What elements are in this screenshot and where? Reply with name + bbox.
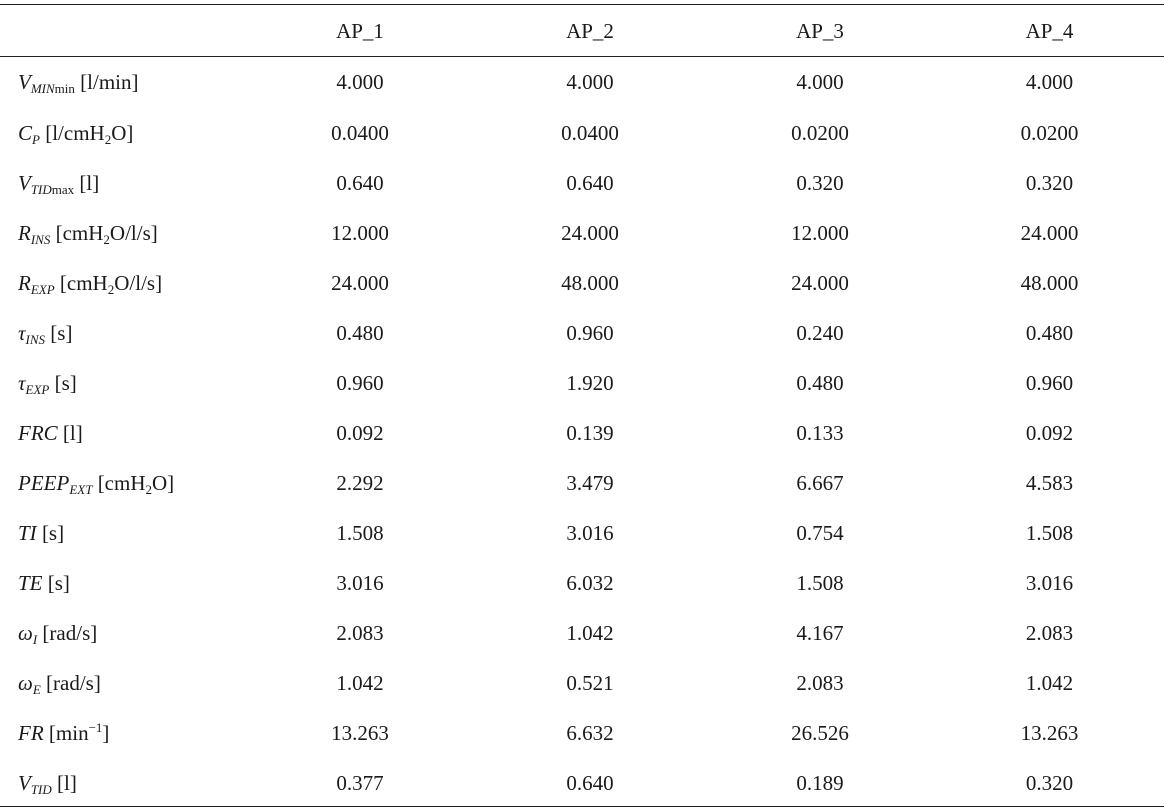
value-cell: 3.016 [336,571,384,595]
value-cell: 1.042 [1025,671,1074,695]
value-cell: 3.479 [566,471,614,495]
value-cell: 0.320 [1025,771,1074,795]
parameter-label [0,408,245,458]
table-row [0,408,1164,458]
column-header: AP_1 [336,19,384,43]
parameter-unit: [s] [36,521,65,545]
value-cell: 0.189 [796,771,844,795]
value-cell: 2.292 [336,471,384,495]
value-cell: 12.000 [331,221,389,245]
unit-superscript: −1 [88,720,103,735]
column-header: AP_2 [566,19,614,43]
parameter-label [0,158,245,208]
value-cell: 0.640 [566,171,614,195]
value-cell: 2.083 [1025,621,1074,645]
value-cell: 24.000 [791,271,849,295]
parameter-label [0,358,245,408]
value-cell: 0.480 [1025,321,1074,345]
table-row [0,708,1164,758]
value-cell: 0.960 [566,321,614,345]
parameter-symbol: FRC [18,421,58,445]
parameter-unit: [cmH [92,471,146,495]
value-cell: 1.042 [336,671,384,695]
value-cell: 13.263 [1020,721,1079,745]
parameter-subscript: I [32,632,38,647]
parameter-label [0,208,245,258]
parameter-symbol: V [18,171,31,195]
parameter-symbol: ω [18,671,33,695]
value-cell: 1.508 [796,571,844,595]
value-cell: 4.167 [796,621,844,645]
parameter-subscript: INS [25,332,46,347]
header-parameter-cell [0,6,245,56]
value-cell: 0.320 [1025,171,1074,195]
parameter-symbol: τ [18,321,26,345]
parameter-subscript: EXP [30,282,55,297]
parameter-unit: [s] [45,321,73,345]
value-cell: 13.263 [331,721,389,745]
value-cell: 1.508 [1025,521,1074,545]
parameter-unit-end: O/l/s] [114,271,163,295]
table-row [0,56,1164,108]
unit-subscript: 2 [107,282,115,297]
table-row [0,208,1164,258]
value-cell: 48.000 [561,271,619,295]
table-header-row [0,6,1164,56]
value-cell: 0.480 [336,321,384,345]
parameter-unit-end: O] [152,471,175,495]
table-row [0,758,1164,808]
parameter-subscript: TID [30,782,52,797]
parameter-unit: [rad/s] [40,671,101,695]
parameter-unit: [s] [49,371,77,395]
parameter-label [0,56,245,108]
unit-subscript: 2 [145,482,153,497]
parameter-symbol: V [18,771,31,795]
parameter-table [0,6,1164,808]
value-cell: 0.320 [796,171,844,195]
parameter-symbol: TI [18,521,37,545]
parameter-unit: [cmH [54,271,108,295]
value-cell: 24.000 [331,271,389,295]
value-cell: 0.960 [1025,371,1074,395]
table-row [0,658,1164,708]
unit-subscript: 2 [104,132,112,147]
parameter-label [0,708,245,758]
value-cell: 0.092 [336,421,384,445]
table-row [0,508,1164,558]
value-cell: 0.133 [796,421,844,445]
parameter-unit: [rad/s] [37,621,98,645]
parameter-label [0,508,245,558]
value-cell: 6.032 [566,571,614,595]
parameter-subscript: P [32,132,40,147]
parameter-symbol: τ [18,371,26,395]
table-row [0,458,1164,508]
value-cell: 4.000 [796,70,844,94]
value-cell: 0.0400 [331,121,389,145]
value-cell: 1.508 [336,521,384,545]
parameter-unit: [l/cmH [39,121,105,145]
table-row [0,558,1164,608]
unit-subscript: 2 [103,232,110,247]
parameter-subscript-qualifier: max [51,182,75,197]
value-cell: 4.583 [1025,471,1074,495]
parameter-unit-end: O] [111,121,134,145]
value-cell: 0.960 [336,371,384,395]
parameter-subscript: INS [30,232,51,247]
value-cell: 0.092 [1025,421,1074,445]
parameter-unit-end: O/l/s] [109,221,158,245]
value-cell: 0.0200 [1020,121,1079,145]
value-cell: 0.240 [796,321,844,345]
value-cell: 6.632 [566,721,614,745]
parameter-unit: [l] [74,171,100,195]
parameter-unit: [s] [42,571,70,595]
value-cell: 2.083 [336,621,384,645]
value-cell: 0.521 [566,671,614,695]
parameter-symbol: C [18,121,33,145]
table-row [0,608,1164,658]
parameter-symbol: PEEP [18,471,70,495]
parameter-symbol: V [18,70,31,94]
value-cell: 0.0200 [791,121,849,145]
value-cell: 48.000 [1020,271,1079,295]
parameter-symbol: R [18,271,31,295]
value-cell: 0.139 [566,421,614,445]
parameter-label [0,558,245,608]
value-cell: 26.526 [791,721,849,745]
parameter-label [0,108,245,158]
value-cell: 3.016 [566,521,614,545]
parameter-subscript: MIN [30,81,55,96]
parameter-unit: [l] [57,421,83,445]
value-cell: 0.640 [566,771,614,795]
table-row [0,308,1164,358]
value-cell: 24.000 [1020,221,1079,245]
table-row [0,358,1164,408]
parameter-subscript: TID [30,182,52,197]
parameter-unit: [l/min] [74,70,139,94]
table-top-rule [0,4,1164,5]
column-header: AP_3 [796,19,844,43]
parameter-label [0,458,245,508]
parameter-subscript: EXP [25,382,50,397]
parameter-unit-end: ] [102,721,110,745]
parameter-subscript: EXT [69,482,93,497]
parameter-subscript: E [32,682,41,697]
parameter-label [0,758,245,808]
parameter-unit: [min [43,721,89,745]
value-cell: 0.640 [336,171,384,195]
value-cell: 3.016 [1025,571,1074,595]
table-body [0,56,1164,808]
value-cell: 6.667 [796,471,844,495]
value-cell: 4.000 [1025,70,1074,94]
value-cell: 2.083 [796,671,844,695]
value-cell: 4.000 [566,70,614,94]
parameter-label [0,308,245,358]
parameter-subscript-qualifier: min [54,81,75,96]
parameter-unit: [cmH [50,221,104,245]
value-cell: 4.000 [336,70,384,94]
value-cell: 0.0400 [561,121,619,145]
table-row [0,158,1164,208]
parameter-symbol: ω [18,621,33,645]
parameter-symbol: TE [18,571,43,595]
value-cell: 12.000 [791,221,849,245]
table-row [0,258,1164,308]
parameter-symbol: R [18,221,31,245]
value-cell: 1.920 [566,371,614,395]
column-header: AP_4 [1025,19,1074,43]
value-cell: 1.042 [566,621,614,645]
value-cell: 0.754 [796,521,844,545]
value-cell: 24.000 [561,221,619,245]
value-cell: 0.480 [796,371,844,395]
parameter-label [0,658,245,708]
parameter-label [0,258,245,308]
table-row [0,108,1164,158]
value-cell: 0.377 [336,771,384,795]
parameter-label [0,608,245,658]
parameter-symbol: FR [18,721,44,745]
parameter-unit: [l] [51,771,77,795]
